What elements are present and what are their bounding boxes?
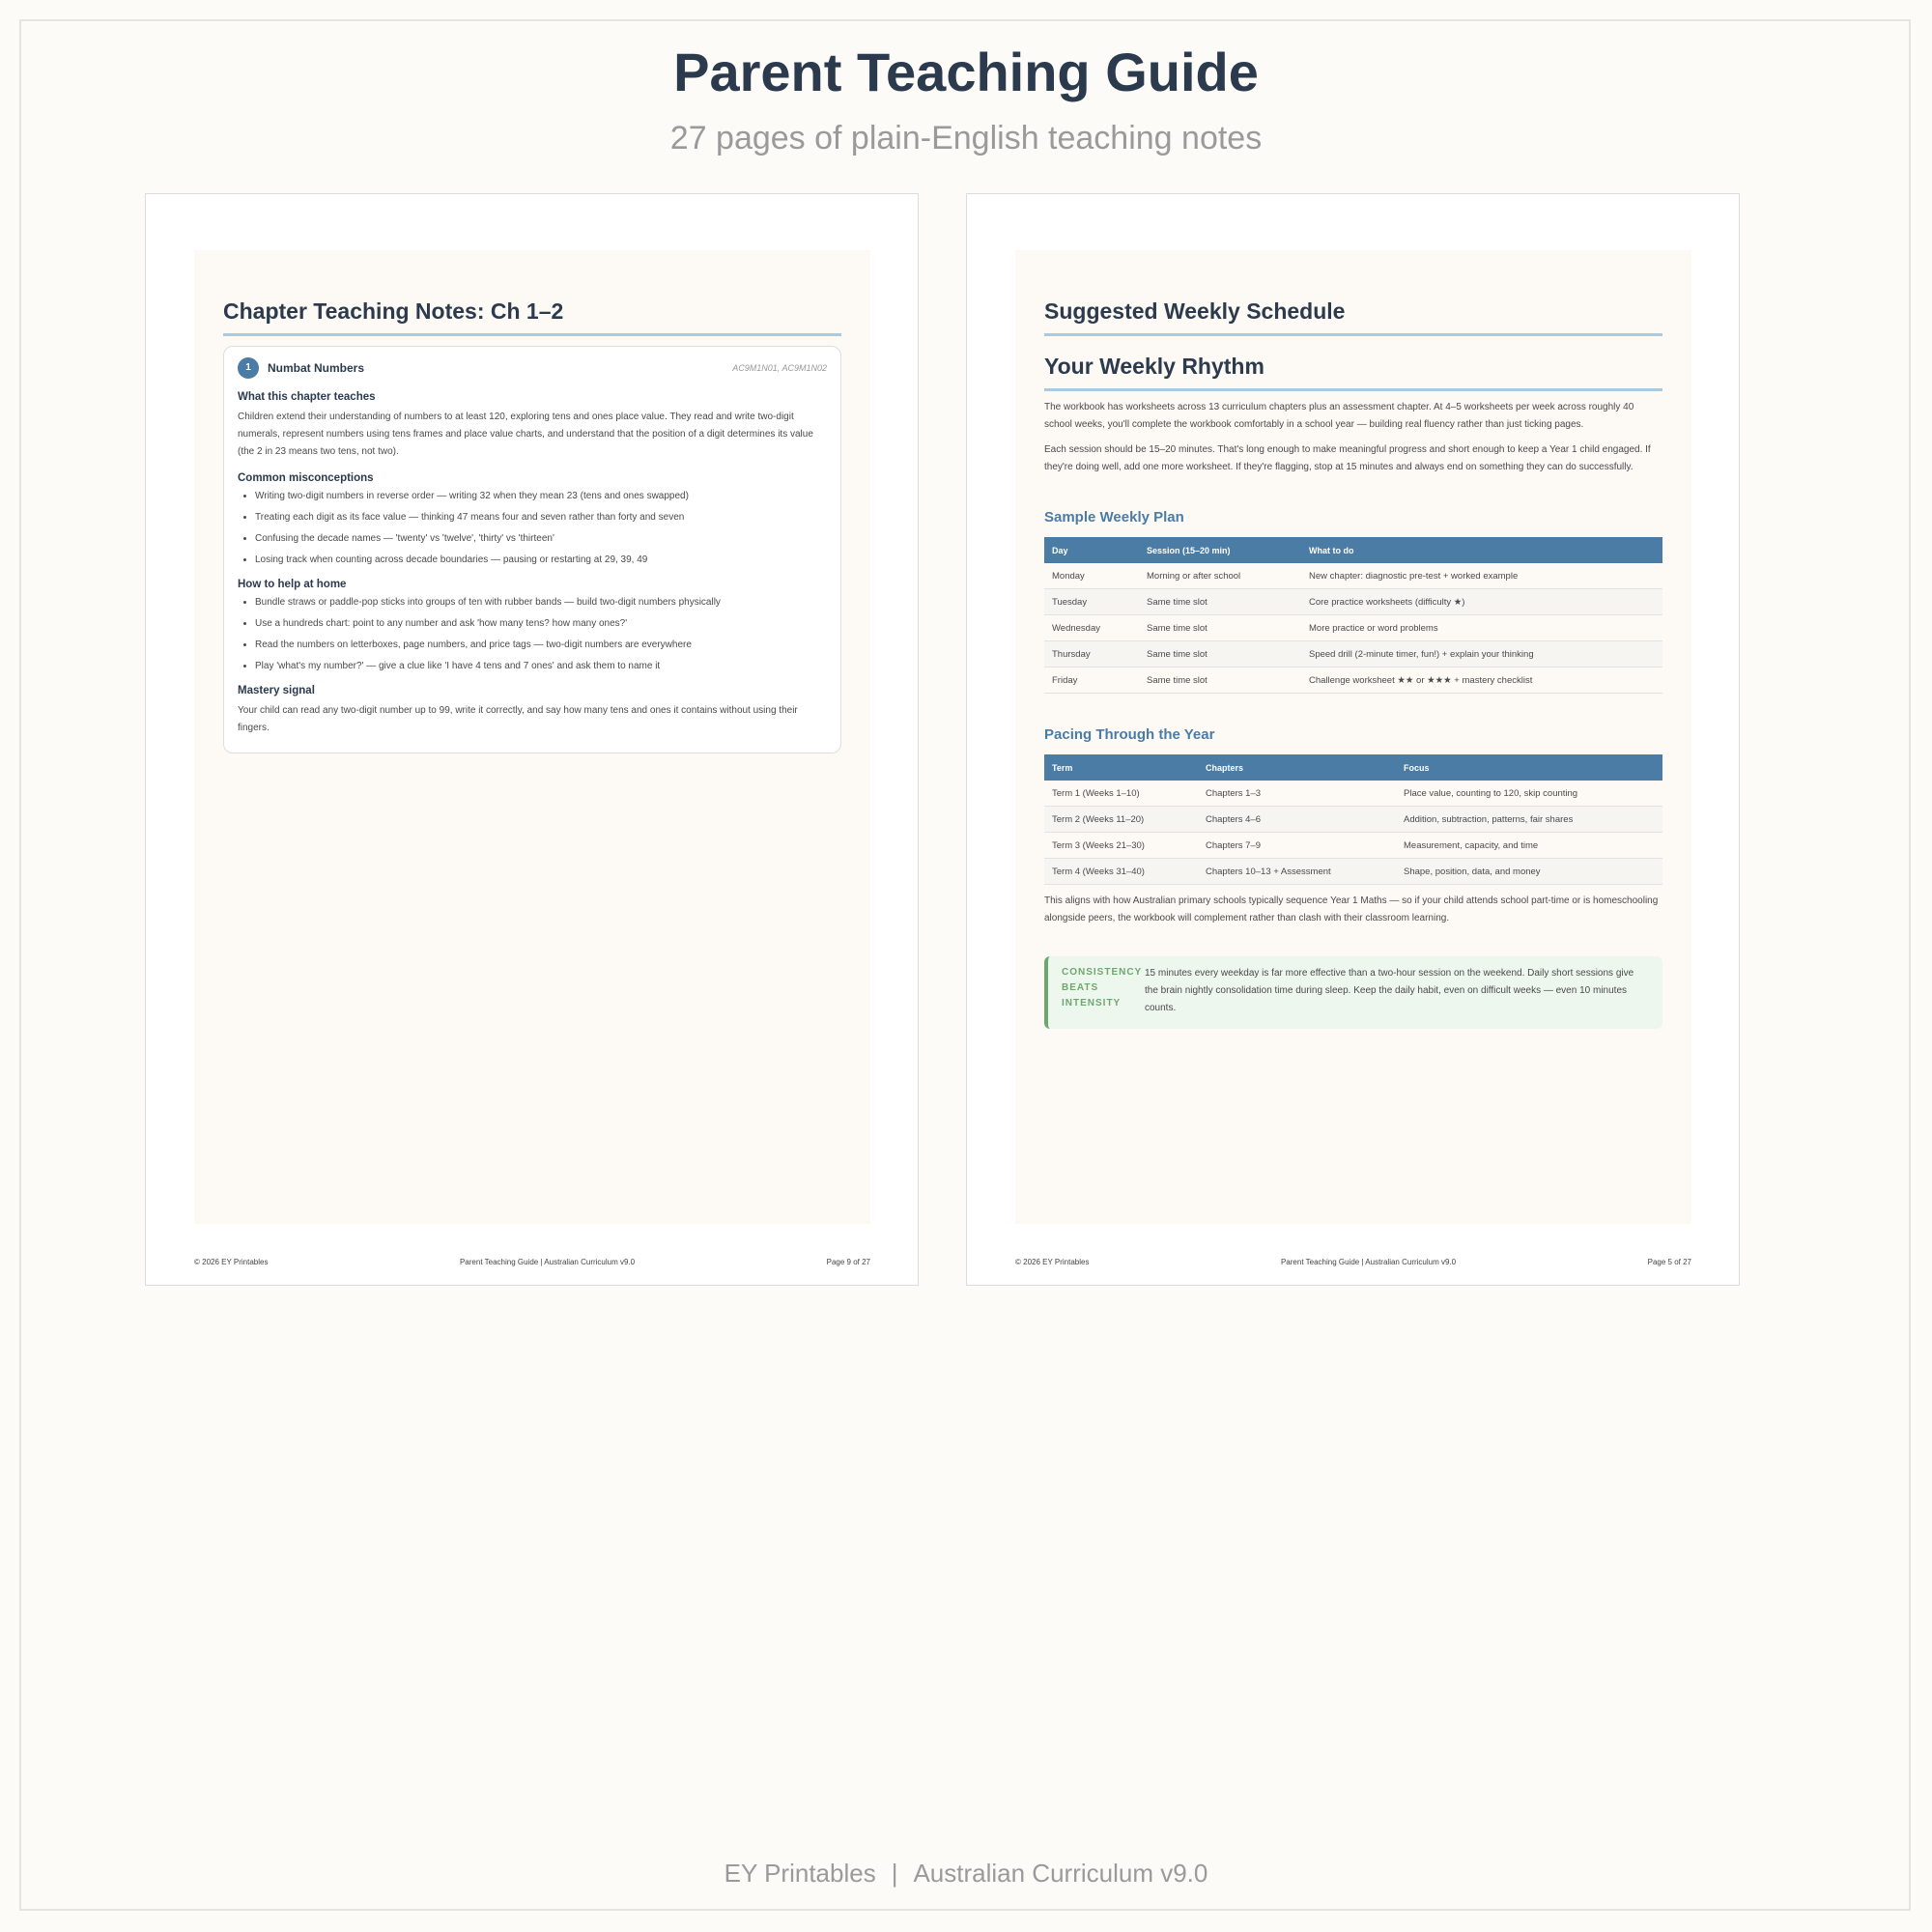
table-cell: Same time slot <box>1139 615 1301 641</box>
schedule-title: Suggested Weekly Schedule <box>1044 298 1662 336</box>
help-heading: How to help at home <box>238 579 347 590</box>
chapter-number-badge: 1 <box>238 357 259 379</box>
chapter-name: Numbat Numbers <box>268 361 365 375</box>
weekly-plan-table <box>1044 537 1662 694</box>
list-item: • Writing two-digit numbers in reverse order — writing 32 when they mean 23 (tens and ones swapped) <box>255 490 827 503</box>
footer-center: Parent Teaching Guide | Australian Curriculum v9.0 <box>459 1258 636 1266</box>
mastery-heading: Mastery signal <box>238 685 315 696</box>
footer-page-number: Page 9 of 27 <box>826 1258 870 1266</box>
rhythm-title: Your Weekly Rhythm <box>1044 354 1662 391</box>
table-row <box>1044 833 1662 859</box>
column-header: Session (15–20 min) <box>1139 537 1301 563</box>
page-footer-right <box>1015 1258 1691 1266</box>
misconceptions-list <box>238 490 827 567</box>
list-item: • Use a hundreds chart: point to any number and ask 'how many tens? how many ones?' <box>255 617 827 631</box>
table-cell: Measurement, capacity, and time <box>1396 833 1662 859</box>
alignment-paragraph: This aligns with how Australian primary schools typically sequence Year 1 Maths — so if your child attends school part-time or is homeschooling alongside peers, the workbook will complement rather than clash with their classroom learning. <box>1044 895 1659 923</box>
column-header: Term <box>1044 754 1198 781</box>
page-preview-right <box>966 193 1740 1286</box>
callout-label-line: BEATS <box>1062 982 1099 993</box>
column-header: Day <box>1044 537 1139 563</box>
page-content-left <box>194 250 870 1224</box>
column-header: Chapters <box>1198 754 1396 781</box>
main-title: Parent Teaching Guide <box>673 42 1259 102</box>
table-cell: Shape, position, data, and money <box>1396 859 1662 885</box>
chapter-card-header <box>238 356 827 380</box>
brand-separator: | <box>891 1859 898 1888</box>
table-row <box>1044 641 1662 668</box>
table-row <box>1044 807 1662 833</box>
table-row <box>1044 563 1662 589</box>
chapter-notes-title: Chapter Teaching Notes: Ch 1–2 <box>223 298 841 336</box>
list-item: • Bundle straws or paddle-pop sticks into groups of ten with rubber bands — build two-digit numbers physically <box>255 596 827 610</box>
table-header-row <box>1044 537 1662 563</box>
table-cell: Place value, counting to 120, skip counting <box>1396 781 1662 807</box>
page-footer-left <box>194 1258 870 1266</box>
table-cell: Term 2 (Weeks 11–20) <box>1044 807 1198 833</box>
table-row <box>1044 615 1662 641</box>
callout-label <box>1062 965 1145 1017</box>
callout-label-line: INTENSITY <box>1062 998 1122 1009</box>
page-preview-left <box>145 193 919 1286</box>
list-item: • Read the numbers on letterboxes, page numbers, and price tags — two-digit numbers are everywhere <box>255 639 827 652</box>
brand-footer <box>0 1859 1932 1889</box>
callout-label-line: CONSISTENCY <box>1062 967 1143 978</box>
footer-page-number: Page 5 of 27 <box>1647 1258 1691 1266</box>
table-cell: Same time slot <box>1139 668 1301 694</box>
table-cell: Chapters 7–9 <box>1198 833 1396 859</box>
curriculum-label: Australian Curriculum v9.0 <box>913 1859 1208 1888</box>
brand-name: EY Printables <box>724 1859 876 1888</box>
footer-copyright: © 2026 EY Printables <box>1015 1258 1090 1266</box>
table-row <box>1044 781 1662 807</box>
table-cell: Chapters 4–6 <box>1198 807 1396 833</box>
table-cell: Same time slot <box>1139 589 1301 615</box>
list-item: • Losing track when counting across decade boundaries — pausing or restarting at 29, 39, 49 <box>255 554 827 567</box>
help-list <box>238 596 827 673</box>
table-cell: Addition, subtraction, patterns, fair shares <box>1396 807 1662 833</box>
list-item: • Play 'what's my number?' — give a clue like 'I have 4 tens and 7 ones' and ask them to name it <box>255 660 827 673</box>
table-cell: Morning or after school <box>1139 563 1301 589</box>
footer-center: Parent Teaching Guide | Australian Curriculum v9.0 <box>1280 1258 1457 1266</box>
table-row <box>1044 668 1662 694</box>
table-header-row <box>1044 754 1662 781</box>
main-subtitle: 27 pages of plain-English teaching notes <box>669 120 1263 156</box>
list-item: • Treating each digit as its face value — thinking 47 means four and seven rather than forty and seven <box>255 511 827 525</box>
pacing-heading: Pacing Through the Year <box>1044 726 1215 743</box>
table-cell: Core practice worksheets (difficulty ★) <box>1301 589 1662 615</box>
table-cell: Same time slot <box>1139 641 1301 668</box>
table-cell: Tuesday <box>1044 589 1139 615</box>
column-header: What to do <box>1301 537 1662 563</box>
table-cell: Chapters 1–3 <box>1198 781 1396 807</box>
curriculum-codes: AC9M1N01, AC9M1N02 <box>732 363 827 373</box>
table-cell: Monday <box>1044 563 1139 589</box>
list-item: • Confusing the decade names — 'twenty' vs 'twelve', 'thirty' vs 'thirteen' <box>255 532 827 546</box>
misconceptions-heading: Common misconceptions <box>238 472 374 484</box>
table-cell: New chapter: diagnostic pre-test + worked example <box>1301 563 1662 589</box>
table-cell: Term 4 (Weeks 31–40) <box>1044 859 1198 885</box>
weekly-plan-heading: Sample Weekly Plan <box>1044 509 1184 526</box>
callout-text: 15 minutes every weekday is far more effective than a two-hour session on the weekend. Daily short sessions give the brain nightly consolidation time during sleep. Keep the daily habit, even on difficult weeks — even 10 minutes counts. <box>1145 968 1634 1013</box>
mastery-text: Your child can read any two-digit number up to 99, write it correctly, and say how many tens and ones it contains without using their fingers. <box>238 705 798 733</box>
table-cell: More practice or word problems <box>1301 615 1662 641</box>
table-cell: Chapters 10–13 + Assessment <box>1198 859 1396 885</box>
table-cell: Challenge worksheet ★★ or ★★★ + mastery checklist <box>1301 668 1662 694</box>
teaches-text: Children extend their understanding of numbers to at least 120, exploring tens and ones place value. They read and write two-digit numerals, represent numbers using tens frames and place value charts, and understand that the position of a digit determines its value (the 2 in 23 means two tens, not two). <box>238 412 813 457</box>
chapter-card <box>223 346 841 753</box>
pacing-table <box>1044 754 1662 885</box>
intro-paragraph: The workbook has worksheets across 13 curriculum chapters plus an assessment chapter. At 4–5 worksheets per week across roughly 40 school weeks, you'll complete the workbook comfortably in a school year — building real fluency rather than just ticking pages. <box>1044 402 1634 430</box>
tip-callout <box>1044 956 1662 1029</box>
table-cell: Speed drill (2-minute timer, fun!) + explain your thinking <box>1301 641 1662 668</box>
table-cell: Friday <box>1044 668 1139 694</box>
page-content-right <box>1015 250 1691 1224</box>
table-row <box>1044 859 1662 885</box>
table-cell: Term 1 (Weeks 1–10) <box>1044 781 1198 807</box>
teaches-heading: What this chapter teaches <box>238 391 376 403</box>
column-header: Focus <box>1396 754 1662 781</box>
session-paragraph: Each session should be 15–20 minutes. That's long enough to make meaningful progress and short enough to keep a Year 1 child engaged. If they're doing well, add one more worksheet. If they're flagging, stop at 15 minutes and always end on something they can do successfully. <box>1044 444 1651 472</box>
table-cell: Thursday <box>1044 641 1139 668</box>
footer-copyright: © 2026 EY Printables <box>194 1258 269 1266</box>
table-cell: Term 3 (Weeks 21–30) <box>1044 833 1198 859</box>
table-row <box>1044 589 1662 615</box>
table-cell: Wednesday <box>1044 615 1139 641</box>
